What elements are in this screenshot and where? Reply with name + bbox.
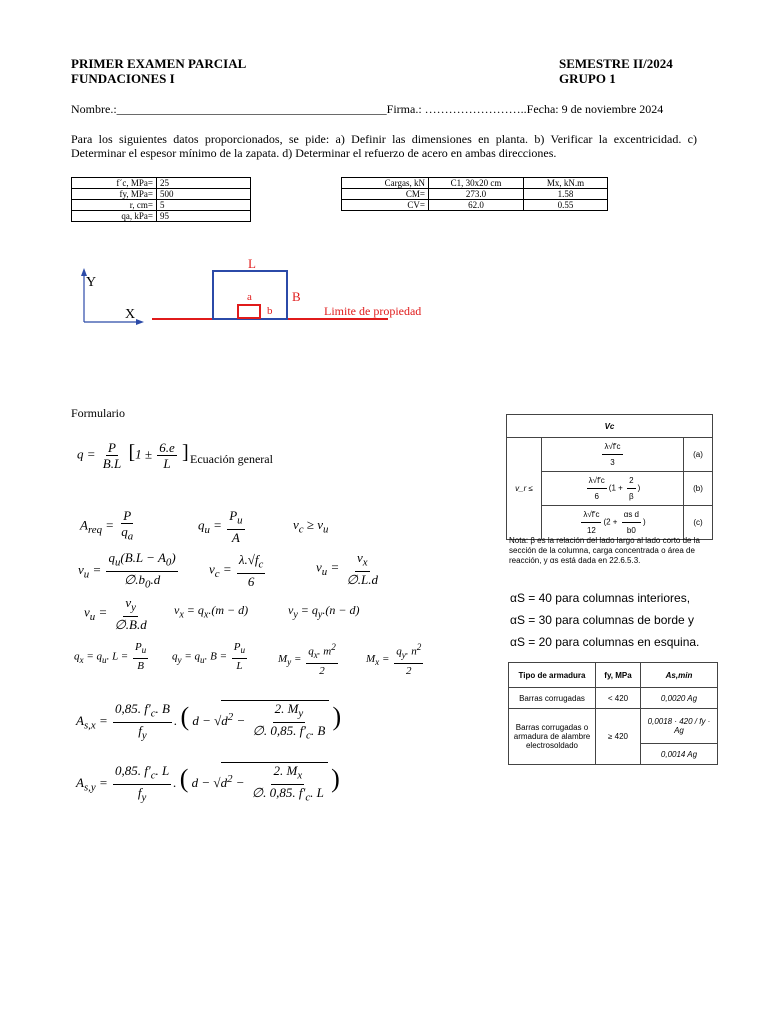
header-left-2: FUNDACIONES I [71,71,175,86]
formula-vc: $v_c$ = $\frac{\lambda.√f_c}{6}$ [209,552,264,589]
arm-header: Tipo de armadura [509,663,596,688]
vc-note: Nota: β es la relación del lado largo al lado corto de la sección de la columna, carga concentrada o área de reacción, y αs está dada en 22.6.5.3. [509,536,700,565]
formula-asy: $A_{s,y}$ = $\frac{0,85. f'_c. L}{f_y}$ . ( $d - √d^2$ − $\frac{2. M_x}{\emptyset. 0,85. f'_c. L}$ ) [76,763,340,804]
formula-asx: $A_{s,x}$ = $\frac{0,85. f'_c. B}{f_y}$ . ( $d - √d^2$ − $\frac{2. M_y}{\emptyset. 0,85. f'_c. B}$ ) [76,701,342,742]
general-equation-label: Ecuación general [190,452,273,466]
loads-label: CV= [342,200,429,211]
formula-vu-punch: $v_u$ = $\frac{q_u(B.L - A_0)}{\emptyset.b_0.d}$ [78,550,176,591]
prop-value: 95 [157,211,251,222]
prop-value: 500 [157,189,251,200]
prop-value: 25 [157,178,251,189]
column-rect [238,305,260,318]
loads-value: 1.58 [524,189,608,200]
arm-cell: 0,0018 · 420 / fy · Ag [641,709,718,744]
x-arrow-icon [136,319,144,325]
loads-header: C1, 30x20 cm [429,178,524,189]
prop-label: fy, MPa= [72,189,157,200]
property-limit-label: Limite de propiedad [324,304,422,318]
alpha-border: αS = 30 para columnas de borde y [510,613,695,627]
prop-label: qa, kPa= [72,211,157,222]
formula-vx: $v_x = q_x.(m - d)$ [174,603,249,621]
table-row [509,688,718,709]
vr-label: v_r ≤ [507,438,542,540]
b-dim-label: B [292,289,301,304]
vc-label: (c) [684,506,713,540]
table-row [509,709,718,744]
name-line: Nombre.:_____________________________________________Firma.: ……………………..Fecha: 9 de noviembre 2024 [71,102,664,116]
formula-my: $M_y$ = $\frac{q_x. m^2}{2}$ [278,642,336,677]
loads-header: Mx, kN.m [524,178,608,189]
vc-label: (b) [684,472,713,506]
table-row [72,189,251,200]
table-row [342,178,608,189]
arm-header: fy, MPa [596,663,641,688]
formula-qx: $q_x = q_u$. L = $\frac{P_u}{B}$ [74,641,147,673]
properties-table [71,177,251,222]
formula-general: q = $\frac{P}{B.L}$ [1 ± $\frac{6.e}{L}$ ] [77,440,189,471]
arm-cell: 0,0014 Ag [641,744,718,765]
vc-table [506,414,713,540]
formula-qy: $q_y = q_u$. B = $\frac{P_u}{L}$ [172,641,246,673]
loads-value: 62.0 [429,200,524,211]
header-right-1: SEMESTRE II/2024 [559,56,673,71]
vc-formula-c: $\frac{\lambda√f'c}{12}$ (2 + $\frac{\text{αs d}}{b0}$ ) [542,506,684,540]
arm-cell: Barras corrugadas o armadura de alambre electrosoldado [509,709,596,765]
header-right-2: GRUPO 1 [559,71,616,86]
a-label: a [247,291,252,303]
table-row [72,211,251,222]
arm-cell: 0,0020 Ag [641,688,718,709]
table-row [507,415,713,438]
vc-formula-b: $\frac{\lambda√f'c}{6}$ (1 + $\frac{2}{\beta}$ ) [542,472,684,506]
x-label: X [125,307,136,322]
loads-value: 273.0 [429,189,524,200]
header-left-1: PRIMER EXAMEN PARCIAL [71,56,247,71]
loads-header: Cargas, kN [342,178,429,189]
table-row [342,189,608,200]
prop-label: f´c, MPa= [72,178,157,189]
alpha-corner: αS = 20 para columnas en esquina. [510,635,700,649]
alpha-interior: αS = 40 para columnas interiores, [510,591,691,605]
formulario-title: Formulario [71,406,125,420]
vc-title: Vc [507,415,713,438]
formula-vy: $v_y = q_y.(n - d)$ [288,603,360,621]
l-label: L [248,256,256,271]
b-label: b [267,305,273,317]
armadura-table [508,662,718,765]
formula-area: $A_{req}$ = $\frac{P}{q_a}$ [80,508,134,543]
formula-qu: $q_u$ = $\frac{P_u}{A}$ [198,508,243,545]
problem-statement: Para los siguientes datos proporcionados, se pide: a) Definir las dimensiones en planta. b) Verificar la excentricidad. c) Determinar el espesor mínimo de la zapata. d) Determinar el refuerzo de acero en ambas direcciones. [71,132,697,160]
arm-cell: ≥ 420 [596,709,641,765]
prop-value: 5 [157,200,251,211]
table-row [507,438,713,472]
arm-header: As,min [641,663,718,688]
vc-label: (a) [684,438,713,472]
loads-label: CM= [342,189,429,200]
table-row [509,663,718,688]
formula-mx: $M_x$ = $\frac{q_y. n^2}{2}$ [366,642,422,677]
formula-vu-y: $v_u$ = $\frac{v_y}{\emptyset.B.d}$ [84,595,147,632]
table-row [342,200,608,211]
vc-formula-a: $\frac{\lambda√f'c}{3}$ [542,438,684,472]
formula-vu-x: $v_u$ = $\frac{v_x}{\emptyset.L.d}$ [316,550,379,587]
formula-vc-check: $v_c \ge v_u$ [293,517,329,536]
prop-label: r, cm= [72,200,157,211]
arm-cell: Barras corrugadas [509,688,596,709]
y-label: Y [86,275,97,290]
table-row [72,200,251,211]
loads-table [341,177,608,211]
loads-value: 0.55 [524,200,608,211]
arm-cell: < 420 [596,688,641,709]
table-row [72,178,251,189]
